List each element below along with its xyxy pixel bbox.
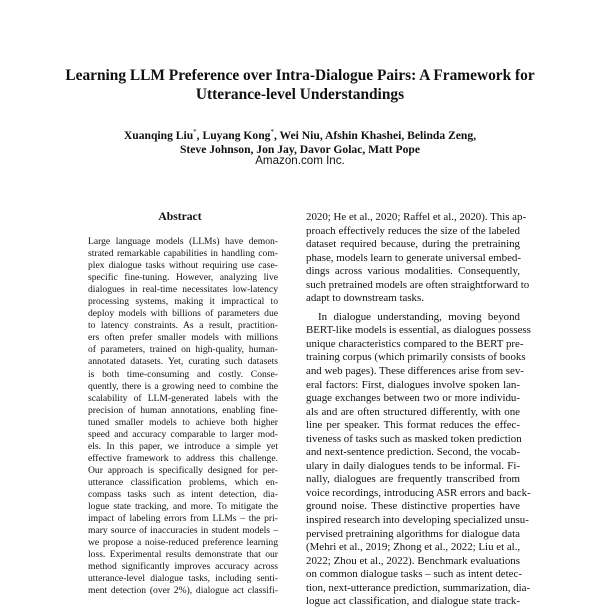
abstract-text-line: method significantly improves accuracy across xyxy=(88,561,278,573)
abstract-text-line: ment detection (over 2%), dialogue act classifi- xyxy=(88,585,278,597)
abstract-heading: Abstract xyxy=(158,210,202,223)
body-text-line: voice recordings, introducing ASR errors and back- xyxy=(306,486,531,499)
abstract-text-line: compass tasks such as intent detection, dia- xyxy=(88,488,278,500)
abstract-text-line: plex dialogue tasks without requiring use case- xyxy=(88,260,278,272)
body-text-line: on common dialogue tasks – such as intent detec- xyxy=(306,568,522,581)
abstract-text-line: processing systems, making it impractical to xyxy=(88,296,278,308)
abstract-text-line: ers often prefer smaller models with millions xyxy=(88,332,278,344)
body-text-line: dataset required because, during the pretraining xyxy=(306,238,520,251)
affiliation: Amazon.com Inc. xyxy=(255,154,345,167)
body-text-line: 2022; Zhou et al., 2022). Benchmark evaluations xyxy=(306,554,520,567)
author-name: Wei Niu xyxy=(279,128,320,142)
abstract-text-line: Our approach is specifically designed for per- xyxy=(88,464,278,476)
abstract-text-line: effective framework to address this challenge. xyxy=(88,452,278,464)
abstract-text-line: of parameters, trained on high-quality, human- xyxy=(88,344,278,356)
body-text-line: such pretrained models are often straightforward to xyxy=(306,278,530,291)
abstract-text-line: deploy models with billions of parameters due xyxy=(88,308,278,320)
body-text-line: training corpus (which primarily consists of books xyxy=(306,351,526,364)
author-name: Afshin Khashei xyxy=(324,128,402,142)
abstract-text-line: tuned smaller models to achieve both higher xyxy=(88,416,278,428)
abstract-text-line: loss. Experimental results demonstrate that our xyxy=(88,549,278,561)
body-text-line: guage exchanges between two or more individu- xyxy=(306,392,520,405)
abstract-text-line: scalability of LLM-generated labels with the xyxy=(88,392,278,404)
body-text-line: pervised pretraining algorithms for dialogue data xyxy=(306,527,520,540)
body-text-line: 2020; He et al., 2020; Raffel et al., 2020). This ap- xyxy=(306,211,527,223)
abstract-text-line: els. In this paper, we introduce a simple yet xyxy=(88,440,278,452)
body-text-line: proach effectively reduces the size of the labeled xyxy=(306,224,520,237)
abstract-text-line: strated remarkable capabilities in handling com- xyxy=(88,248,278,260)
abstract-text-line: Large language models (LLMs) have demon- xyxy=(88,236,278,247)
abstract-text-line: impact of labeling errors from LLMs – the pri- xyxy=(88,513,278,525)
abstract-text-line: quently, there is a growing need to combine the xyxy=(88,380,278,392)
author-name: Luyang Kong xyxy=(202,128,271,142)
body-text-line: logue act classification, and dialogue state track- xyxy=(306,595,520,608)
abstract-text-line: we propose a noise-reduced preference learning xyxy=(88,537,278,549)
body-text-line: ground noise. These distinctive properties have xyxy=(306,500,520,513)
abstract-text-line: utterance-level dialogue tasks, including senti- xyxy=(88,573,278,585)
body-text-line: and next-sentence prediction. Second, the vocab- xyxy=(306,446,520,459)
equal-contribution-mark: * xyxy=(270,128,274,136)
body-text-line: ulary in daily dialogues tends to be informal. Fi- xyxy=(306,459,520,472)
abstract-text-line: annotated datasets. Yet, curating such datasets xyxy=(88,356,278,368)
body-text-line: (Mehri et al., 2019; Zhong et al., 2022; Liu et al., xyxy=(306,541,521,554)
title-line-2: Utterance-level Understandings xyxy=(195,86,405,103)
abstract-text-line: speed and accuracy comparable to larger mod- xyxy=(88,428,278,440)
body-text-line: als and are often structured differently, with one xyxy=(306,405,520,418)
intro-paragraph-2 xyxy=(306,310,531,609)
equal-contribution-mark: * xyxy=(193,128,197,136)
body-text-line: In dialogue understanding, moving beyond xyxy=(318,310,520,323)
body-text-line: eral factors: First, dialogues involve spoken lan- xyxy=(306,378,520,391)
abstract-text-line: mary source of inaccuracies in student models – xyxy=(88,525,278,537)
body-text-line: inspired research into developing specialized unsu- xyxy=(306,514,529,527)
abstract-text-line: to latency constraints. As a result, practition- xyxy=(88,320,278,332)
right-column xyxy=(306,211,531,609)
body-text-line: and web pages). These differences arise from sev- xyxy=(306,365,524,378)
body-text-line: adapt to downstream tasks. xyxy=(306,292,424,305)
abstract-text-line: logue state tracking, and more. To mitigate the xyxy=(88,501,278,513)
author-line-1: Xuanqing Liu*, Luyang Kong*, Wei Niu, Afshin Khashei, Belinda Zeng, xyxy=(123,128,477,142)
abstract-body xyxy=(88,236,278,597)
intro-paragraph-1 xyxy=(306,211,530,306)
body-text-line: tion, next-utterance prediction, summarization, dia- xyxy=(306,581,531,594)
abstract-text-line: is both time-consuming and costly. Conse- xyxy=(88,368,278,380)
author-name: Xuanqing Liu xyxy=(123,128,194,142)
author-list xyxy=(40,125,560,158)
body-text-line: phase, models learn to generate universal embed- xyxy=(306,251,522,264)
body-text-line: dings across various modalities. Consequently, xyxy=(306,265,520,278)
author-name: Belinda Zeng xyxy=(407,128,474,142)
author-line-2: Steve Johnson, Jon Jay, Davor Golac, Matt Pope xyxy=(179,143,421,157)
abstract-text-line: precision of human annotations, enabling fine- xyxy=(88,404,278,416)
abstract-text-line: utterance classification problems, which en- xyxy=(88,476,278,488)
title-line-1: Learning LLM Preference over Intra-Dialogue Pairs: A Framework for xyxy=(65,67,535,84)
abstract-text-line: specific fine-tuning. However, analyzing live xyxy=(88,272,278,284)
body-text-line: line per speaker. This format reduces the effec- xyxy=(306,419,520,432)
body-text-line: BERT-like models is essential, as dialogues possess xyxy=(306,324,531,337)
body-text-line: unique characteristics compared to the BERT pre- xyxy=(306,337,524,350)
body-text-line: nally, dialogues are frequently transcribed from xyxy=(306,473,520,486)
body-text-line: tiveness of tasks such as masked token prediction xyxy=(306,432,522,445)
paper-title xyxy=(40,66,560,104)
abstract-text-line: dialogues in real-time necessitates low-latency xyxy=(88,284,278,296)
